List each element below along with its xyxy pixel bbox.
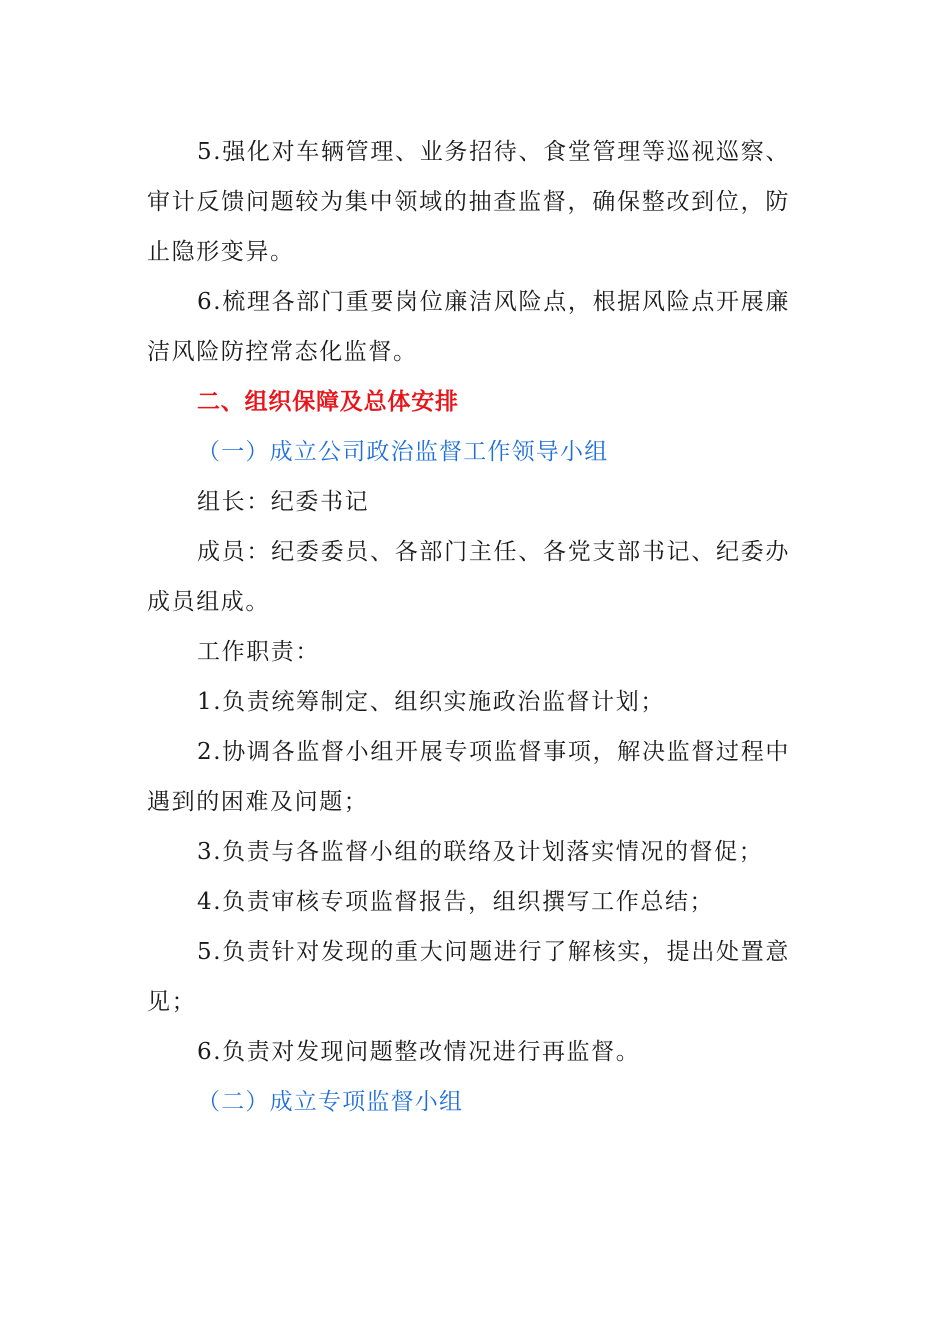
- duty-item-2: 2.协调各监督小组开展专项监督事项，解决监督过程中遇到的困难及问题；: [147, 739, 790, 815]
- members-line: 成员：纪委委员、各部门主任、各党支部书记、纪委办成员组成。: [147, 539, 790, 615]
- duty-item-3: 3.负责与各监督小组的联络及计划落实情况的督促；: [197, 839, 764, 865]
- paragraph-item-6-risk: 6.梳理各部门重要岗位廉洁风险点，根据风险点开展廉洁风险防控常态化监督。: [147, 289, 790, 365]
- section-heading: 二、组织保障及总体安排: [197, 389, 459, 415]
- duty-item-5: 5.负责针对发现的重大问题进行了解核实，提出处置意见；: [147, 939, 790, 1015]
- subsection-heading-1: （一）成立公司政治监督工作领导小组: [197, 439, 609, 465]
- duty-item-1: 1.负责统筹制定、组织实施政治监督计划；: [197, 689, 665, 715]
- leader-line: 组长：纪委书记: [197, 489, 370, 515]
- document-body: [147, 127, 790, 1127]
- duty-item-6: 6.负责对发现问题整改情况进行再监督。: [197, 1039, 641, 1065]
- duties-label: 工作职责：: [197, 639, 320, 665]
- duty-item-4: 4.负责审核专项监督报告，组织撰写工作总结；: [197, 889, 715, 915]
- subsection-heading-2: （二）成立专项监督小组: [197, 1089, 464, 1115]
- paragraph-item-5-inspection: 5.强化对车辆管理、业务招待、食堂管理等巡视巡察、审计反馈问题较为集中领域的抽查监督，确保整改到位，防止隐形变异。: [147, 139, 790, 265]
